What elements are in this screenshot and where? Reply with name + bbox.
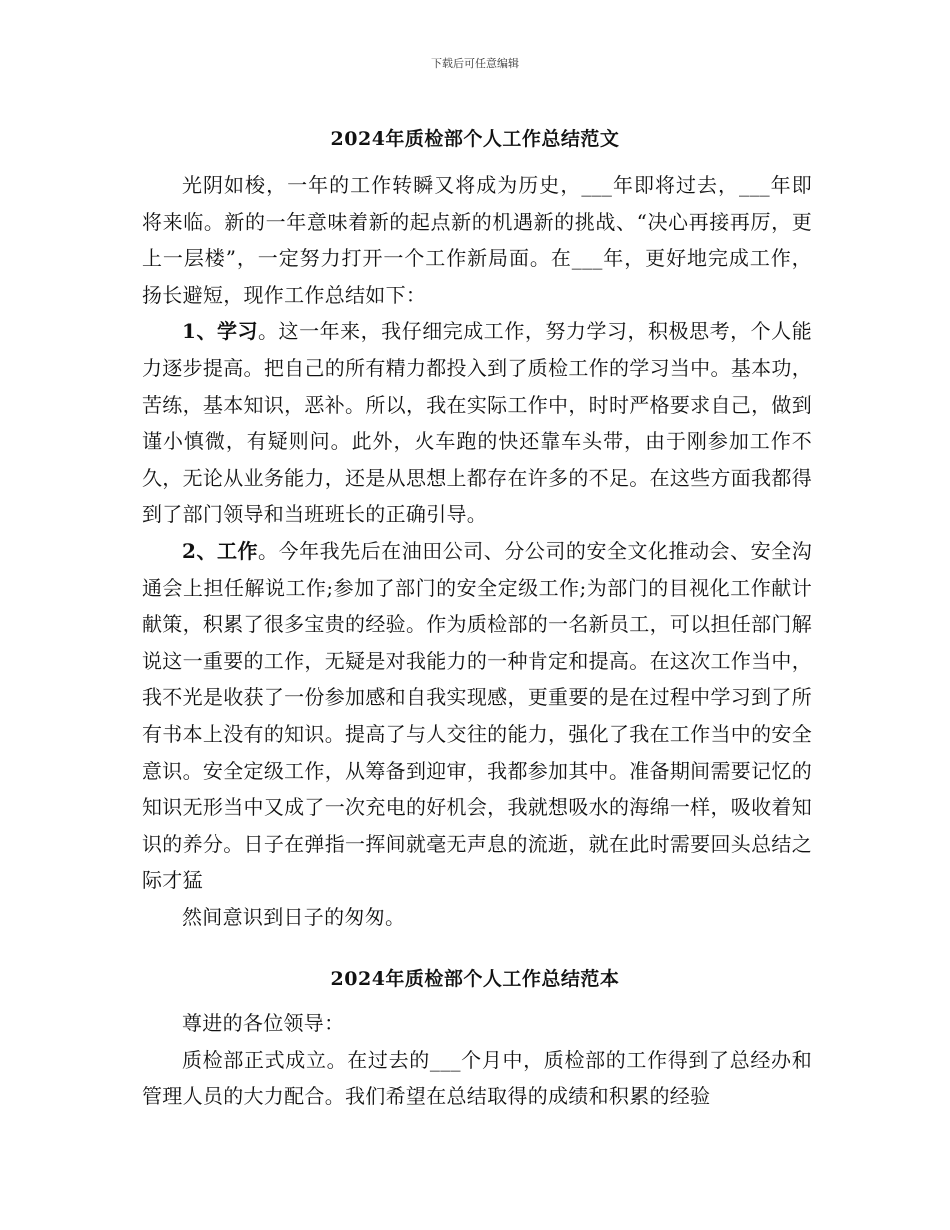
page-header-note: 下载后可任意编辑 — [431, 57, 519, 70]
section1-body — [142, 167, 812, 935]
intro-paragraph: 光阴如梭，一年的工作转瞬又将成为历史，___年即将过去，___年即将来临。新的一年意味着新的起点新的机遇新的挑战、“决心再接再厉，更上一层楼”，一定努力打开一个工作新局面。在___年，更好地完成工作，扬长避短，现作工作总结如下： — [142, 173, 812, 307]
study-paragraph — [142, 313, 812, 533]
document-title: 2024年质检部个人工作总结范文 — [330, 128, 620, 150]
section2-title: 2024年质检部个人工作总结范本 — [330, 968, 620, 990]
greeting-line: 尊进的各位领导： — [182, 1011, 345, 1035]
work-heading: 2、工作 — [182, 538, 259, 563]
section2-body — [142, 1005, 812, 1115]
study-text: 。这一年来，我仔细完成工作，努力学习，积极思考，个人能力逐步提高。把自己的所有精力都投入到了质检工作的学习当中。基本功，苦练，基本知识，恶补。所以，我在实际工作中，时时严格要求自己，做到谨小慎微，有疑则问。此外，火车跑的快还靠车头带，由于刚参加工作不久，无论从业务能力，还是从思想上都存在许多的不足。在这些方面我都得到了部门领导和当班班长的正确引导。 — [142, 319, 812, 527]
section2-paragraph: 质检部正式成立。在过去的___个月中，质检部的工作得到了总经办和管理人员的大力配合。我们希望在总结取得的成绩和积累的经验 — [142, 1047, 812, 1109]
work-paragraph — [142, 533, 812, 899]
work-text: 。今年我先后在油田公司、分公司的安全文化推动会、安全沟通会上担任解说工作;参加了部门的安全定级工作;为部门的目视化工作献计献策，积累了很多宝贵的经验。作为质检部的一名新员工，可以担任部门解说这一重要的工作，无疑是对我能力的一种肯定和提高。在这次工作当中，我不光是收获了一份参加感和自我实现感，更重要的是在过程中学习到了所有书本上没有的知识。提高了与人交往的能力，强化了我在工作当中的安全意识。安全定级工作，从筹备到迎审，我都参加其中。准备期间需要记忆的知识无形当中又成了一次充电的好机会，我就想吸水的海绵一样，吸收着知识的养分。日子在弹指一挥间就毫无声息的流逝，就在此时需要回头总结之际才猛 — [142, 538, 812, 893]
study-heading: 1、学习 — [182, 319, 259, 344]
work-paragraph-tail: 然间意识到日子的匆匆。 — [182, 904, 406, 929]
